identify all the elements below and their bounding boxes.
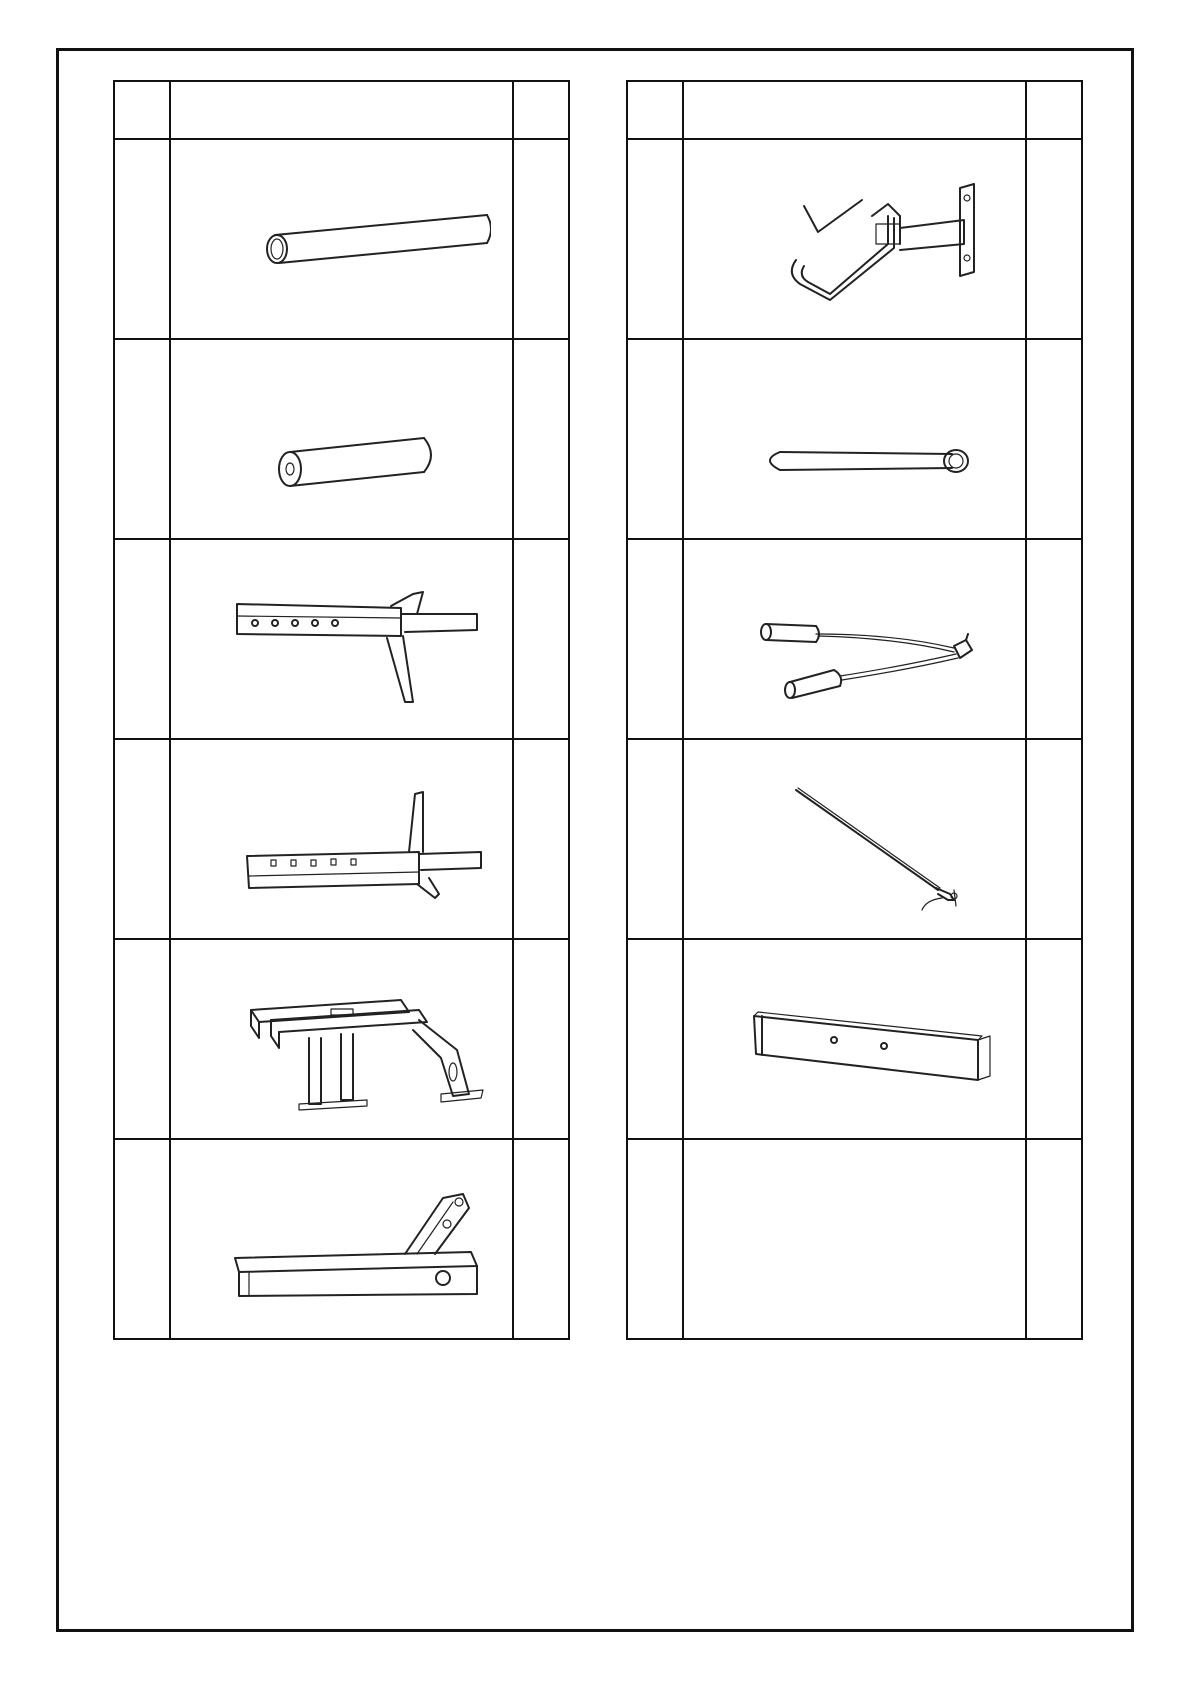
header-number bbox=[114, 81, 170, 139]
part-number bbox=[114, 339, 170, 539]
table-header bbox=[114, 81, 569, 139]
part-number bbox=[627, 339, 683, 539]
part-image bbox=[683, 739, 1026, 939]
part-image bbox=[170, 539, 513, 739]
bar-tube-icon bbox=[704, 354, 1004, 524]
header-qty bbox=[1026, 81, 1082, 139]
header-part bbox=[170, 81, 513, 139]
table-header bbox=[627, 81, 1082, 139]
part-number bbox=[627, 139, 683, 339]
cable-rod-icon bbox=[704, 754, 1004, 924]
part-qty bbox=[1026, 539, 1082, 739]
table-row bbox=[627, 739, 1082, 939]
part-number bbox=[114, 1139, 170, 1339]
part-qty bbox=[1026, 739, 1082, 939]
part-image bbox=[170, 939, 513, 1139]
table-row bbox=[114, 339, 569, 539]
table-row bbox=[627, 139, 1082, 339]
round-tube-icon bbox=[191, 154, 491, 324]
part-number bbox=[114, 739, 170, 939]
part-image bbox=[170, 739, 513, 939]
part-qty bbox=[513, 339, 569, 539]
part-qty bbox=[513, 139, 569, 339]
part-image bbox=[683, 339, 1026, 539]
right-adjustable-arm-icon bbox=[191, 754, 491, 924]
parts-table-left bbox=[113, 80, 570, 1340]
table-row bbox=[114, 539, 569, 739]
seat-frame-icon bbox=[191, 954, 491, 1124]
table-row bbox=[114, 939, 569, 1139]
table-row bbox=[114, 739, 569, 939]
part-number bbox=[627, 1139, 683, 1339]
handle-cable-icon bbox=[704, 554, 1004, 724]
part-number bbox=[627, 739, 683, 939]
part-number bbox=[114, 539, 170, 739]
part-qty bbox=[1026, 939, 1082, 1139]
part-image-empty bbox=[683, 1139, 1026, 1339]
part-qty bbox=[513, 739, 569, 939]
left-adjustable-arm-icon bbox=[191, 554, 491, 724]
part-number bbox=[627, 539, 683, 739]
part-image bbox=[170, 139, 513, 339]
part-number bbox=[114, 939, 170, 1139]
part-qty bbox=[513, 1139, 569, 1339]
header-number bbox=[627, 81, 683, 139]
part-qty bbox=[513, 539, 569, 739]
table-row bbox=[627, 1139, 1082, 1339]
hinged-bracket-icon bbox=[191, 1154, 491, 1324]
part-image bbox=[683, 939, 1026, 1139]
table-row bbox=[627, 339, 1082, 539]
part-image bbox=[683, 139, 1026, 339]
table-row bbox=[114, 139, 569, 339]
roller-pad-tube-icon bbox=[191, 354, 491, 524]
part-number bbox=[627, 939, 683, 1139]
part-number bbox=[114, 139, 170, 339]
header-qty bbox=[513, 81, 569, 139]
part-qty bbox=[513, 939, 569, 1139]
table-row bbox=[627, 939, 1082, 1139]
weight-bar-holder-icon bbox=[704, 154, 1004, 324]
parts-table-right bbox=[626, 80, 1083, 1340]
part-image bbox=[170, 339, 513, 539]
table-row bbox=[114, 1139, 569, 1339]
part-qty bbox=[1026, 339, 1082, 539]
part-qty bbox=[1026, 139, 1082, 339]
table-row bbox=[627, 539, 1082, 739]
header-part bbox=[683, 81, 1026, 139]
part-image bbox=[170, 1139, 513, 1339]
part-image bbox=[683, 539, 1026, 739]
square-tube-icon bbox=[704, 954, 1004, 1124]
part-qty bbox=[1026, 1139, 1082, 1339]
